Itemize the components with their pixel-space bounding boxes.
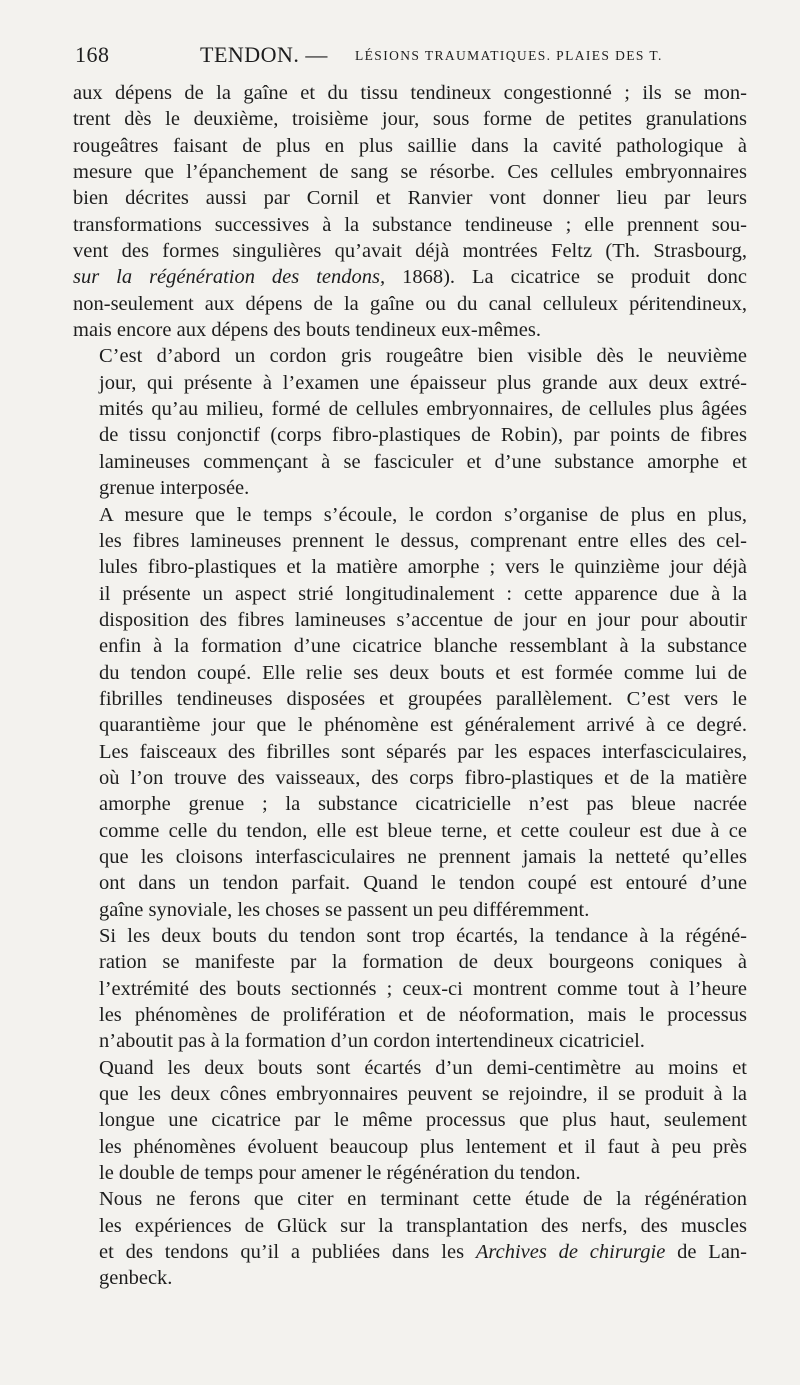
text-line: Les faisceaux des fibrilles sont séparés par les espaces interfasciculaires, bbox=[99, 740, 747, 763]
paragraph bbox=[73, 1186, 747, 1291]
text-line: bien décrites aussi par Cornil et Ranvier vont donner lieu par leurs bbox=[73, 187, 747, 210]
paragraph bbox=[73, 343, 747, 501]
text-line: de tissu conjonctif (corps fibro-plastiques de Robin), par points de fibres bbox=[99, 424, 747, 447]
text-line: n’aboutit pas à la formation d’un cordon intertendineux cicatriciel. bbox=[99, 1030, 645, 1053]
text-line: genbeck. bbox=[99, 1267, 173, 1290]
running-header bbox=[75, 42, 745, 72]
text-line: ration se manifeste par la formation de deux bourgeons coniques à bbox=[99, 951, 747, 974]
text-line: il présente un aspect strié longitudinalement : cette apparence due à la bbox=[99, 582, 747, 605]
text-line: enfin à la formation d’une cicatrice blanche ressemblant à la substance bbox=[99, 635, 747, 658]
text-line: mités qu’au milieu, formé de cellules embryonnaires, de cellules plus âgées bbox=[99, 398, 747, 421]
text-line: A mesure que le temps s’écoule, le cordon s’organise de plus en plus, bbox=[99, 503, 747, 526]
text-line: quarantième jour que le phénomène est généralement arrivé à ce degré. bbox=[99, 714, 747, 737]
text-line: trent dès le deuxième, troisième jour, sous forme de petites granulations bbox=[73, 108, 747, 131]
text-line: du tendon coupé. Elle relie ses deux bouts et est formée comme lui de bbox=[99, 661, 747, 684]
text-line: mais encore aux dépens des bouts tendineux eux-mêmes. bbox=[73, 319, 541, 342]
text-line: Nous ne ferons que citer en terminant cette étude de la régénération bbox=[99, 1188, 747, 1211]
text-line: C’est d’abord un cordon gris rougeâtre bien visible dès le neuvième bbox=[99, 345, 747, 368]
text-line-with-citation bbox=[73, 264, 747, 290]
citation-italic: sur la régénération des tendons, bbox=[73, 266, 386, 289]
text-line-with-journal bbox=[73, 1239, 747, 1265]
text-line: transformations successives à la substance tendineuse ; elle prennent sou- bbox=[73, 213, 747, 236]
header-title: TENDON. — bbox=[200, 42, 328, 67]
text-line: les fibres lamineuses prennent le dessus, comprenant entre elles des cel- bbox=[99, 529, 747, 552]
text-line: les phénomènes évoluent beaucoup plus lentement et il faut à peu près bbox=[99, 1135, 747, 1158]
text-line: jour, qui présente à l’examen une épaisseur plus grande aux deux extré- bbox=[99, 371, 747, 394]
paragraph bbox=[73, 1055, 747, 1187]
text-line: l’extrémité des bouts sectionnés ; ceux-ci montrent comme tout à l’heure bbox=[99, 977, 747, 1000]
text-line: gaîne synoviale, les choses se passent un peu différemment. bbox=[99, 898, 590, 921]
text-line: fibrilles tendineuses disposées et groupées parallèlement. C’est vers le bbox=[99, 687, 747, 710]
text-line-start: et des tendons qu’il a publiées dans les bbox=[99, 1241, 465, 1264]
text-line: Quand les deux bouts sont écartés d’un demi-centimètre au moins et bbox=[99, 1056, 747, 1079]
text-line: le double de temps pour amener le régénération du tendon. bbox=[99, 1162, 581, 1185]
text-line: ont dans un tendon parfait. Quand le tendon coupé est entouré d’une bbox=[99, 872, 747, 895]
text-line: vent des formes singulières qu’avait déjà montrées Feltz (Th. Strasbourg, bbox=[73, 240, 747, 263]
text-line: lamineuses commençant à se fasciculer et d’une substance amorphe et bbox=[99, 450, 747, 473]
text-line: disposition des fibres lamineuses s’accentue de jour en jour pour aboutir bbox=[99, 608, 747, 631]
text-line-rest: 1868). La cicatrice se produit donc bbox=[402, 266, 747, 289]
paragraph bbox=[73, 923, 747, 1055]
text-line: que les cloisons interfasciculaires ne prennent jamais la netteté qu’elles bbox=[99, 845, 747, 868]
text-line: aux dépens de la gaîne et du tissu tendineux congestionné ; ils se mon- bbox=[73, 82, 747, 104]
text-line: grenue interposée. bbox=[99, 477, 250, 500]
text-line: mesure que l’épanchement de sang se résorbe. Ces cellules embryonnaires bbox=[73, 161, 747, 184]
text-line: les phénomènes de prolifération et de néoformation, mais le processus bbox=[99, 1004, 747, 1027]
text-line: longue une cicatrice par le même processus que plus haut, seulement bbox=[99, 1109, 747, 1132]
paragraph bbox=[73, 502, 747, 924]
text-line: où l’on trouve des vaisseaux, des corps fibro-plastiques et de la matière bbox=[99, 766, 747, 789]
page-number: 168 bbox=[75, 42, 110, 67]
text-line: amorphe grenue ; la substance cicatricielle n’est pas bleue nacrée bbox=[99, 793, 747, 816]
text-line: non-seulement aux dépens de la gaîne ou du canal celluleux péritendineux, bbox=[73, 292, 747, 315]
text-line: les expériences de Glück sur la transplantation des nerfs, des muscles bbox=[99, 1214, 747, 1237]
text-line: rougeâtres faisant de plus en plus saillie dans la cavité pathologique à bbox=[73, 134, 747, 157]
text-line: comme celle du tendon, elle est bleue terne, et cette couleur est due à ce bbox=[99, 819, 747, 842]
journal-italic: Archives de chirurgie bbox=[475, 1241, 666, 1264]
text-line: Si les deux bouts du tendon sont trop écartés, la tendance à la régéné- bbox=[99, 925, 747, 947]
header-subtitle: LÉSIONS TRAUMATIQUES. PLAIES DES T. bbox=[355, 48, 663, 63]
text-line: que les deux cônes embryonnaires peuvent se rejoindre, il se produit à la bbox=[99, 1083, 747, 1106]
text-line-end: de Lan- bbox=[677, 1241, 747, 1264]
text-line: lules fibro-plastiques et la matière amorphe ; vers le quinzième jour déjà bbox=[99, 556, 747, 579]
paragraph bbox=[73, 80, 747, 343]
body-text bbox=[73, 80, 747, 1292]
